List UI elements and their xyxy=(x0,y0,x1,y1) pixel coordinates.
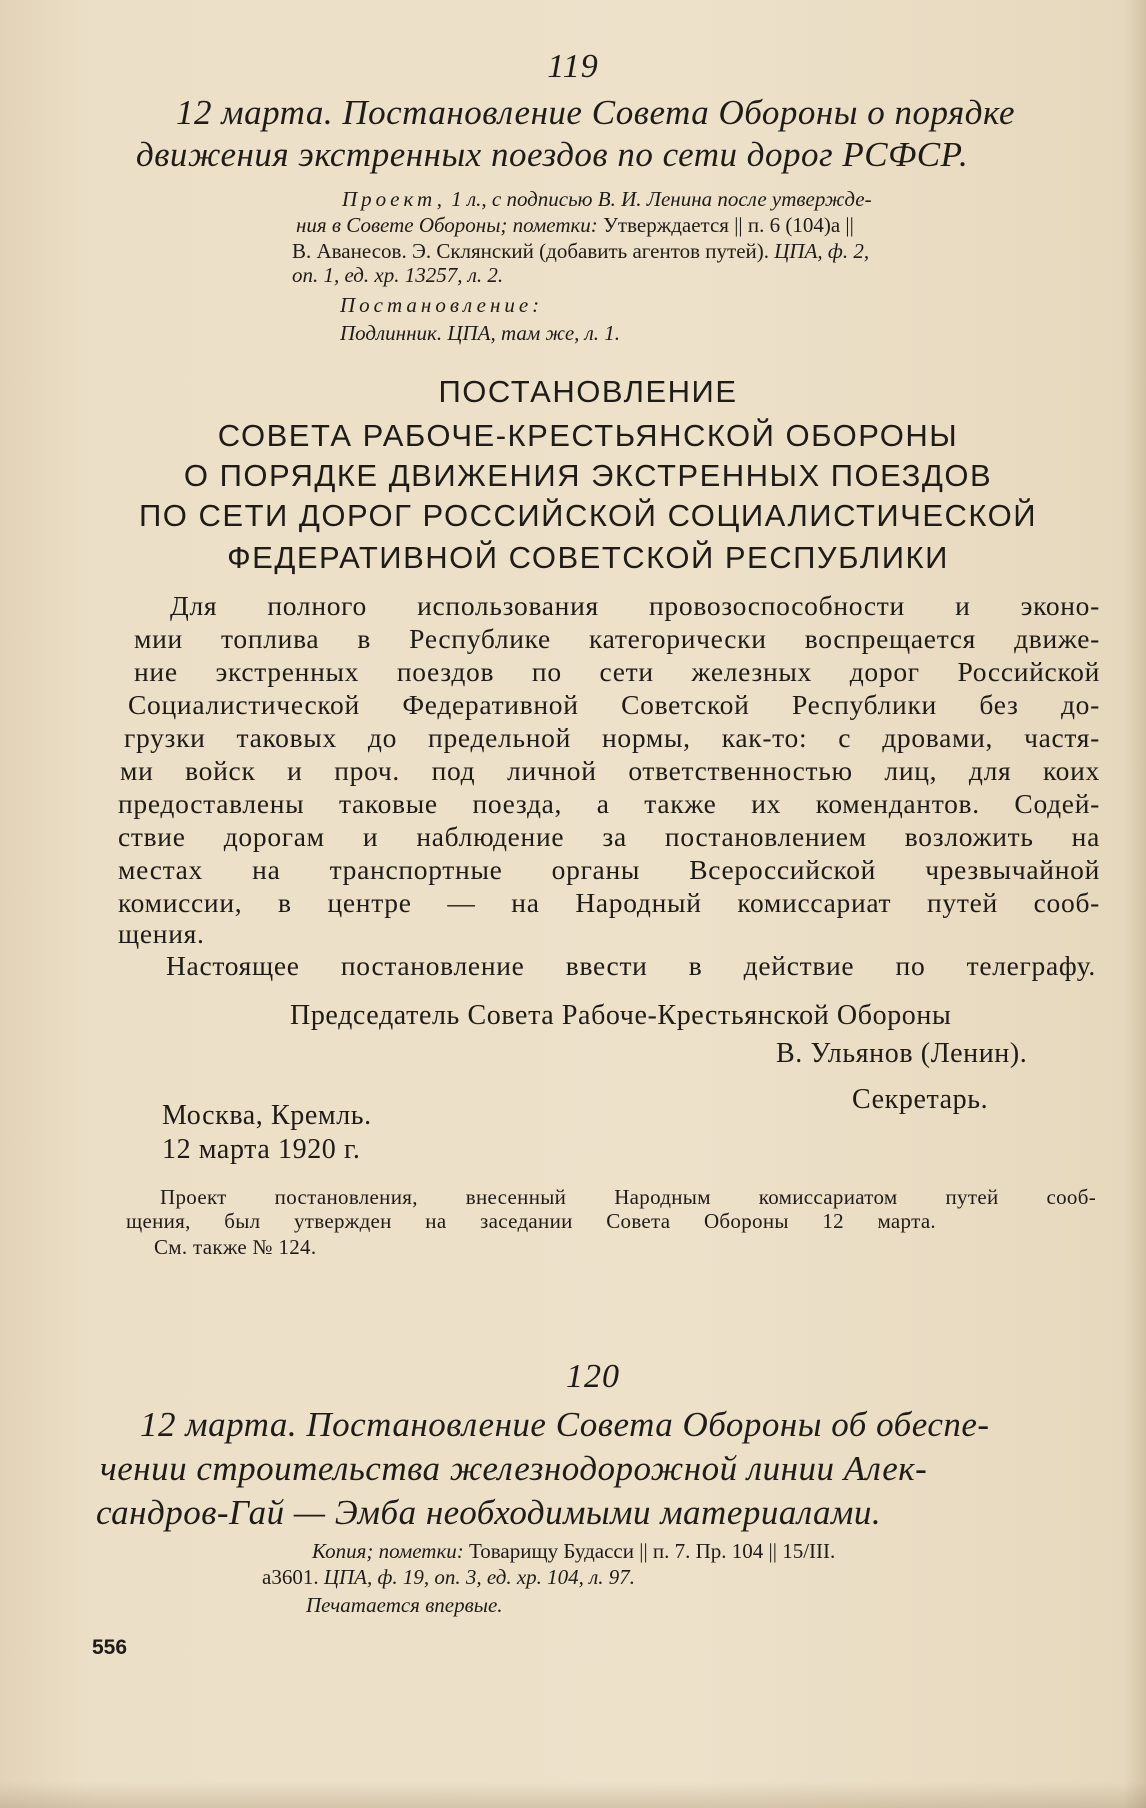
source-line: Печатается впервые. xyxy=(306,1593,503,1617)
body-line: комиссии, в центре — на Народный комиссариат путей сооб- xyxy=(118,887,1100,918)
source-line: Копия; пометки: Товарищу Будасси || п. 7. Пр. 104 || 15/III. xyxy=(312,1539,836,1563)
document-number: 119 xyxy=(547,48,599,85)
document-title-line: 12 марта. Постановление Совета Обороны о порядке xyxy=(176,93,1016,132)
body-line: Для полного использования провозоспособности и эконо- xyxy=(170,590,1100,621)
note-line: См. также № 124. xyxy=(154,1235,317,1259)
heading-line: ФЕДЕРАТИВНОЙ СОВЕТСКОЙ РЕСПУБЛИКИ xyxy=(227,540,949,575)
note-line: Проект постановления, внесенный Народным комиссариатом путей сооб- xyxy=(160,1185,1096,1209)
page-number: 556 xyxy=(92,1636,128,1659)
source-line: ния в Совете Обороны; пометки: Утверждается || п. 6 (104)а || xyxy=(296,213,854,237)
signature-title: Председатель Совета Рабоче-Крестьянской Обороны xyxy=(290,1000,952,1031)
heading-line: О ПОРЯДКЕ ДВИЖЕНИЯ ЭКСТРЕННЫХ ПОЕЗДОВ xyxy=(183,458,993,493)
body-line: Настоящее постановление ввести в действие по телеграфу. xyxy=(166,950,1096,981)
body-line: ние экстренных поездов по сети железных дорог Российской xyxy=(134,656,1100,687)
body-line: щения. xyxy=(118,918,205,949)
page-edge-shadow xyxy=(1124,0,1146,1808)
source-line: а3601. ЦПА, ф. 19, оп. 3, ед. хр. 104, л. 97. xyxy=(262,1565,636,1589)
body-line: ми войск и проч. под личной ответственностью лиц, для коих xyxy=(120,755,1100,786)
heading-line: ПО СЕТИ ДОРОГ РОССИЙСКОЙ СОЦИАЛИСТИЧЕСКОЙ xyxy=(139,498,1037,533)
signature-name: В. Ульянов (Ленин). xyxy=(776,1038,1028,1069)
document-title-line: движения экстренных поездов по сети дорог РСФСР. xyxy=(136,135,969,174)
heading-line: СОВЕТА РАБОЧЕ-КРЕСТЬЯНСКОЙ ОБОРОНЫ xyxy=(217,418,959,453)
source-line: оп. 1, ед. хр. 13257, л. 2. xyxy=(292,263,504,287)
body-line: местах на транспортные органы Всероссийской чрезвычайной xyxy=(118,854,1100,885)
body-line: мии топлива в Республике категорически воспрещается движе- xyxy=(134,623,1100,654)
source-line: Подлинник. ЦПА, там же, л. 1. xyxy=(340,321,621,345)
secretary-label: Секретарь. xyxy=(852,1084,989,1115)
place-line: Москва, Кремль. xyxy=(162,1100,372,1131)
source-line: В. Аванесов. Э. Склянский (добавить агентов путей). ЦПА, ф. 2, xyxy=(292,239,870,263)
source-line: Проект, 1 л., с подписью В. И. Ленина после утвержде- xyxy=(342,187,872,211)
note-line: щения, был утвержден на заседании Совета Обороны 12 марта. xyxy=(126,1209,936,1233)
body-line: предоставлены таковые поезда, а также их комендантов. Содей- xyxy=(118,788,1100,819)
source-line: Постановление: xyxy=(340,293,544,317)
document-number: 120 xyxy=(566,1358,620,1395)
document-title-line: чении строительства железнодорожной линии Алек- xyxy=(100,1449,928,1488)
document-title-line: сандров-Гай — Эмба необходимыми материалами. xyxy=(96,1493,882,1532)
body-line: ствие дорогам и наблюдение за постановлением возложить на xyxy=(118,821,1100,852)
body-line: Социалистической Федеративной Советской Республики без до- xyxy=(128,689,1100,720)
body-line: грузки таковых до предельной нормы, как-то: с дровами, частя- xyxy=(124,722,1100,753)
document-title-line: 12 марта. Постановление Совета Обороны об обеспе- xyxy=(140,1405,990,1444)
date-line: 12 марта 1920 г. xyxy=(162,1134,361,1165)
page-bottom-shadow xyxy=(0,1782,1146,1808)
heading-line: ПОСТАНОВЛЕНИЕ xyxy=(438,374,738,409)
